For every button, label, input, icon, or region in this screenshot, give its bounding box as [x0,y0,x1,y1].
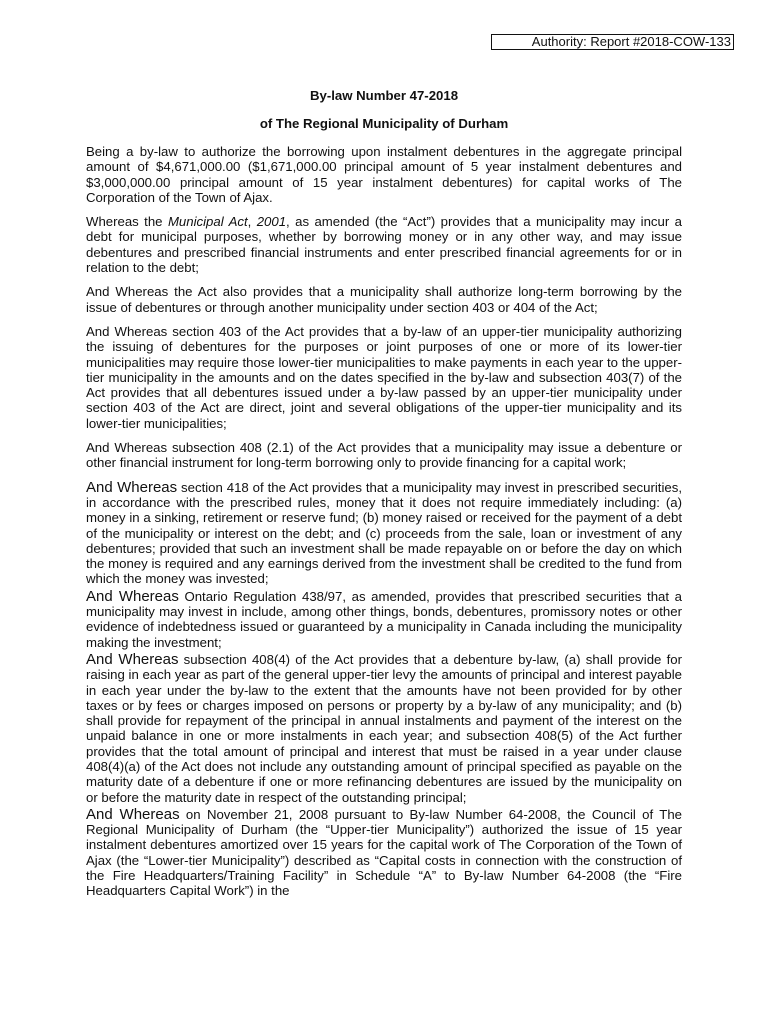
paragraph-bylaw-64-2008 [86,807,682,899]
paragraph-text-mid: , [247,214,257,230]
paragraph-municipal-act [86,214,682,275]
bylaw-number-title: By-law Number 47-2018 [309,88,459,103]
act-year: 2001 [256,214,287,230]
act-name: Municipal Act [167,214,248,230]
authority-reference-box: Authority: Report #2018-COW-133 [491,34,734,50]
paragraph-lead: And Whereas [86,805,180,823]
paragraph-ontario-regulation [86,589,682,650]
paragraph-section-403: And Whereas section 403 of the Act provides that a by-law of an upper-tier municipality authorizing the issuing of debentures for the purposes or joint purposes of one or more of its lower-tier municipalities may require those lower-tier municipalities to make payments in each year to the upper-tier municipality in the amounts and on the dates specified in the by-law and subsection 403(7) of the Act provides that all debentures issued under a by-law passed by an upper-tier municipality under section 403 of the Act are direct, joint and several obligations of the upper-tier municipality and its lower-tier municipalities; [86,323,682,431]
paragraph-long-term-borrowing: And Whereas the Act also provides that a municipality shall authorize long-term borrowing by the issue of debentures or through another municipality under section 403 or 404 of the Act; [86,284,682,315]
paragraph-text-pre: Whereas the [86,214,168,230]
paragraph-text: subsection 408(4) of the Act provides that a debenture by-law, (a) shall provide for raising in each year as part of the general upper-tier levy the amounts of principal and interest payable in each year under the by-law to the extent that the amounts have not been provided for by other taxes or by fees or charges imposed on persons or property by a by-law of any municipality; and (b) shall provide for repayment of the principal in annual instalments and payment of the interest on the unpaid balance in one or more instalments in each year; and subsection 408(5) of the Act further provides that the total amount of principal and interest that must be raised in a year under clause 408(4)(a) of the Act does not include any outstanding amount of principal specified as payable on the maturity date of a debenture if one or more refinancing debentures are issued by the municipality on or before the maturity date in respect of the outstanding principal; [86,651,682,805]
paragraph-text: section 418 of the Act provides that a municipality may invest in prescribed securities, in accordance with the prescribed rules, money that it does not require immediately including: (a) money in a sinking, retirement or reserve fund; (b) money raised or received for the payment of a debt of the municipality or interest on the debt; and (c) proceeds from the sale, loan or investment of any debentures; provided that such an investment shall be made repayable on or before the day on which the money is required and any earnings derived from the investment shall be credited to the fund from which the money was invested; [86,479,682,587]
paragraph-text: Ontario Regulation 438/97, as amended, provides that prescribed securities that a municipality may invest in include, among other things, bonds, debentures, promissory notes or other evidence of indebtedness issued or guaranteed by a municipality in Canada including the municipality making the investment; [86,588,682,650]
paragraph-section-418 [86,480,682,587]
paragraph-text-post: , as amended (the “Act”) provides that a municipality may incur a debt for municipal purposes, whether by borrowing money or in any other way, and may issue debentures and prescribed financial instruments and enter prescribed financial agreements for or in relation to the debt; [86,214,683,276]
paragraph-section-408-2-1: And Whereas subsection 408 (2.1) of the Act provides that a municipality may issue a debenture or other financial instrument for long-term borrowing only to provide financing for a capital work; [86,440,682,471]
paragraph-lead: And Whereas [86,587,179,605]
document-body [86,144,682,901]
municipality-title: of The Regional Municipality of Durham [259,116,509,131]
paragraph-lead: And Whereas [86,650,179,668]
paragraph-section-408-4 [86,652,682,805]
paragraph-lead: And Whereas [86,478,178,496]
paragraph-text: on November 21, 2008 pursuant to By-law Number 64-2008, the Council of The Regional Municipality of Durham (the “Upper-tier Municipality”) authorized the issue of 15 year instalment debentures amortized over 15 years for the capital work of The Corporation of the Town of Ajax (the “Lower-tier Municipality”) described as “Capital costs in connection with the construction of the Fire Headquarters/Training Facility” in Schedule “A” to By-law Number 64-2008 (the “Fire Headquarters Capital Work”) in the [86,806,682,899]
paragraph-purpose: Being a by-law to authorize the borrowing upon instalment debentures in the aggregate principal amount of $4,671,000.00 ($1,671,000.00 principal amount of 5 year instalment debentures and $3,000,000.00 principal amount of 15 year instalment debentures) for capital works of The Corporation of the Town of Ajax. [86,144,682,205]
